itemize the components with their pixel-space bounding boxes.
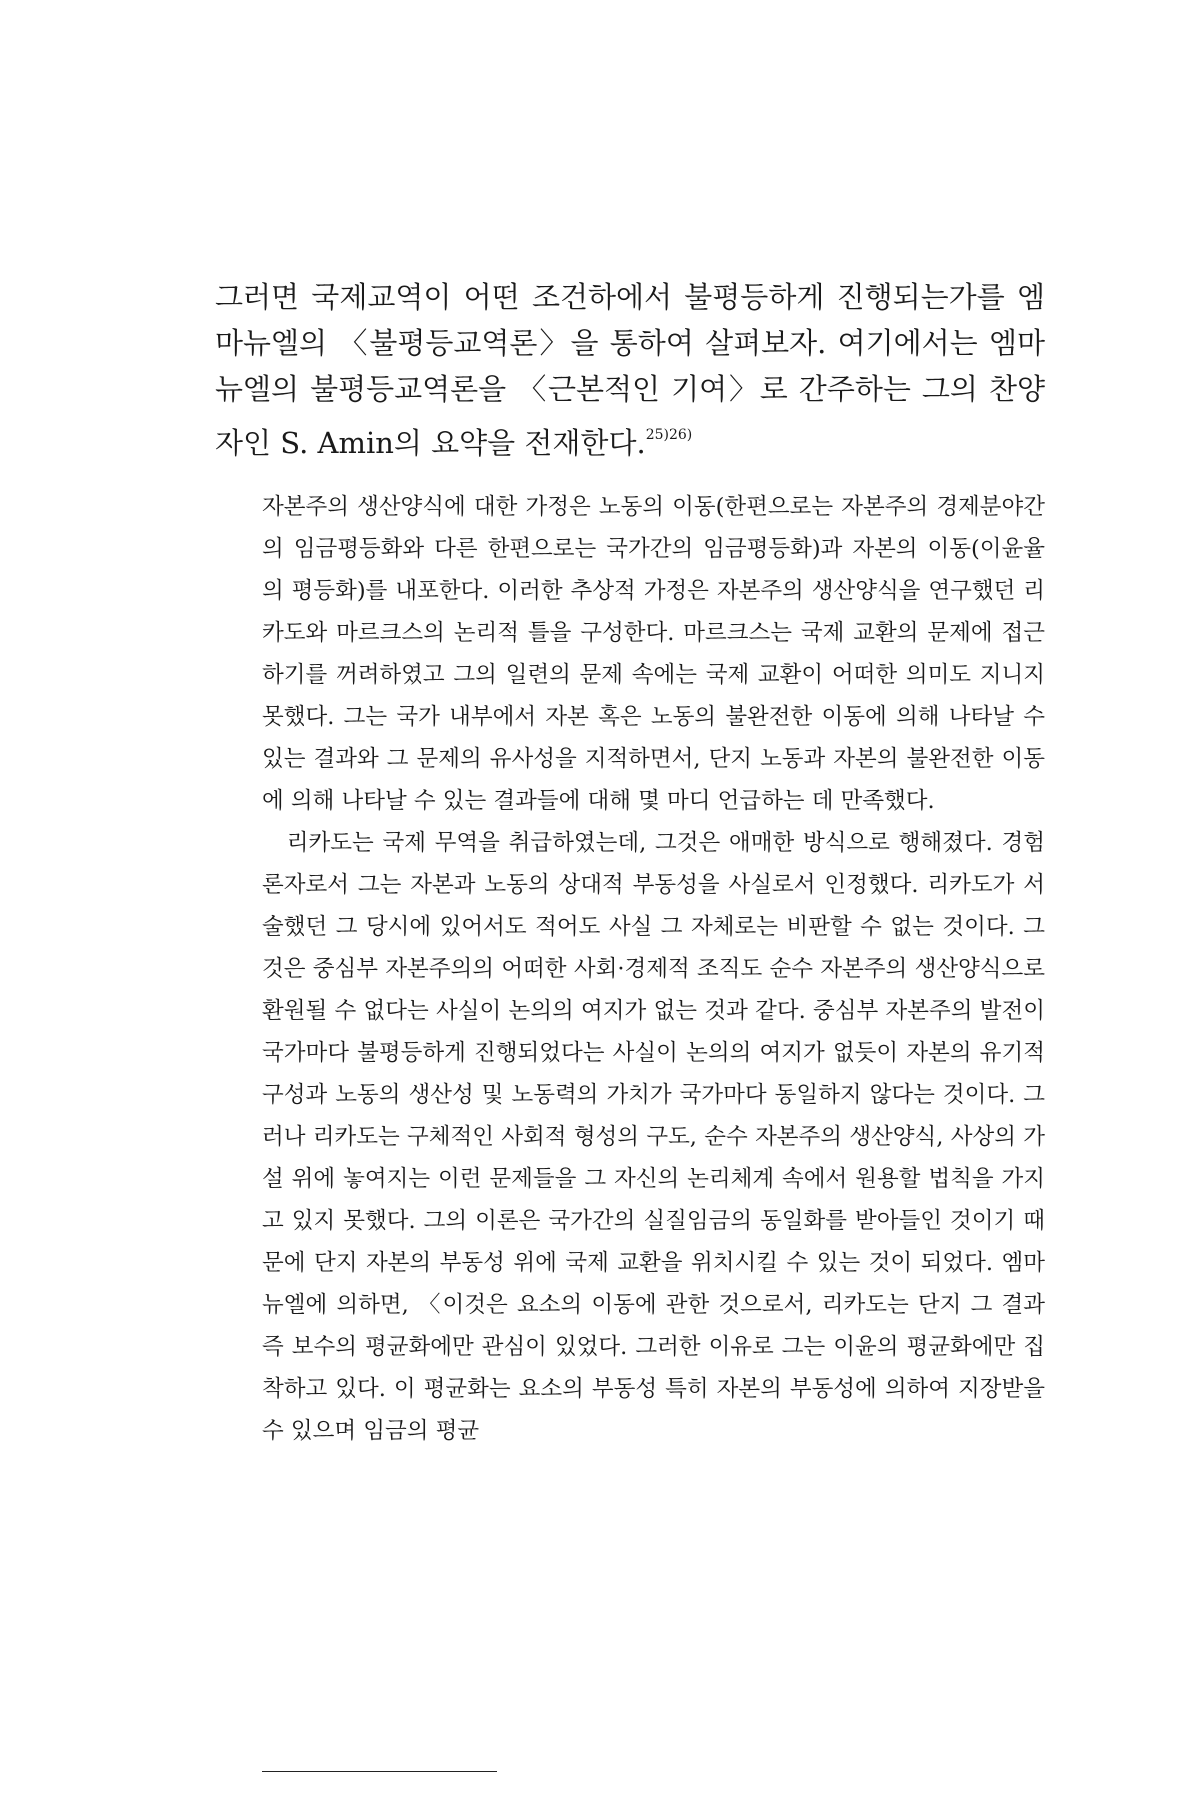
intro-text: 그러면 국제교역이 어떤 조건하에서 불평등하게 진행되는가를 엠마뉴엘의 〈불평등교역론〉을 통하여 살펴보자. 여기에서는 엠마뉴엘의 불평등교역론을 〈근본적인 기여〉로 간주하는 그의 찬양자인 S. Amin의 요약을 전재한다. bbox=[215, 280, 1045, 460]
block-quote bbox=[262, 486, 1045, 1452]
footnote-divider bbox=[262, 1771, 497, 1772]
quote-paragraph-1: 자본주의 생산양식에 대한 가정은 노동의 이동(한편으로는 자본주의 경제분야간의 임금평등화와 다른 한편으로는 국가간의 임금평등화)과 자본의 이동(이윤율의 평등화)를 내포한다. 이러한 추상적 가정은 자본주의 생산양식을 연구했던 리카도와 마르크스의 논리적 틀을 구성한다. 마르크스는 국제 교환의 문제에 접근하기를 꺼려하였고 그의 일련의 문제 속에는 국제 교환이 어떠한 의미도 지니지 못했다. 그는 국가 내부에서 자본 혹은 노동의 불완전한 이동에 의해 나타날 수 있는 결과와 그 문제의 유사성을 지적하면서, 단지 노동과 자본의 불완전한 이동에 의해 나타날 수 있는 결과들에 대해 몇 마디 언급하는 데 만족했다. bbox=[262, 494, 1045, 814]
intro-paragraph bbox=[215, 274, 1045, 466]
footnote-refs: 25)26) bbox=[645, 427, 693, 443]
quote-paragraph-2: 리카도는 국제 무역을 취급하였는데, 그것은 애매한 방식으로 행해졌다. 경험론자로서 그는 자본과 노동의 상대적 부동성을 사실로서 인정했다. 리카도가 서술했던 그 당시에 있어서도 적어도 사실 그 자체로는 비판할 수 없는 것이다. 그것은 중심부 자본주의의 어떠한 사회·경제적 조직도 순수 자본주의 생산양식으로 환원될 수 없다는 사실이 논의의 여지가 없는 것과 같다. 중심부 자본주의 발전이 국가마다 불평등하게 진행되었다는 사실이 논의의 여지가 없듯이 자본의 유기적 구성과 노동의 생산성 및 노동력의 가치가 국가마다 동일하지 않다는 것이다. 그러나 리카도는 구체적인 사회적 형성의 구도, 순수 자본주의 생산양식, 사상의 가설 위에 놓여지는 이런 문제들을 그 자신의 논리체계 속에서 원용할 법칙을 가지고 있지 못했다. 그의 이론은 국가간의 실질임금의 동일화를 받아들인 것이기 때문에 단지 자본의 부동성 위에 국제 교환을 위치시킬 수 있는 것이 되었다. 엠마뉴엘에 의하면, 〈이것은 요소의 이동에 관한 것으로서, 리카도는 단지 그 결과 즉 보수의 평균화에만 관심이 있었다. 그러한 이유로 그는 이윤의 평균화에만 집착하고 있다. 이 평균화는 요소의 부동성 특히 자본의 부동성에 의하여 지장받을 수 있으며 임금의 평균 bbox=[262, 830, 1045, 1444]
